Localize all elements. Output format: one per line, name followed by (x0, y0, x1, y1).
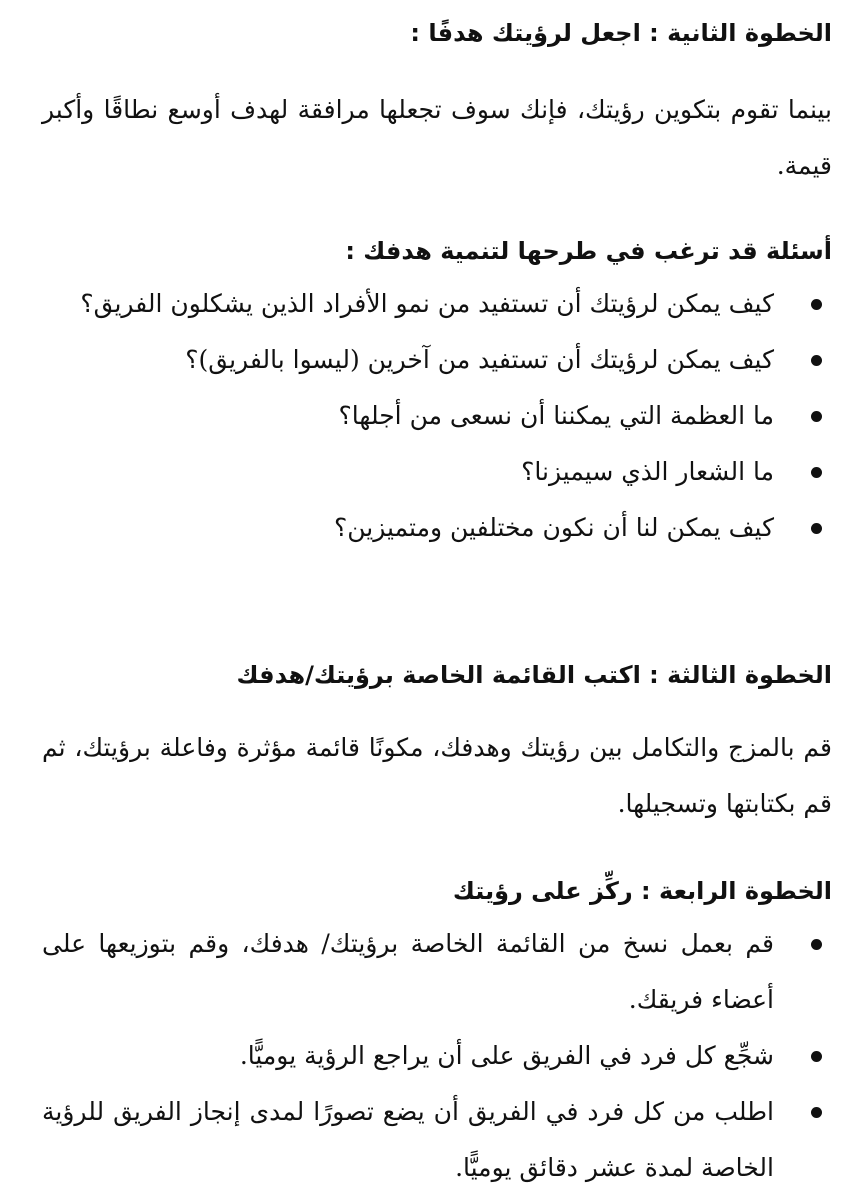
step4-list (42, 916, 832, 1196)
questions-heading: أسئلة قد ترغب في طرحها لتنمية هدفك : (345, 237, 832, 265)
list-item (42, 500, 832, 556)
bullet-icon (811, 939, 822, 950)
list-item (42, 1084, 832, 1196)
step3-heading: الخطوة الثالثة : اكتب القائمة الخاصة برؤيتك/هدفك (236, 661, 832, 689)
list-item-text: كيف يمكن لنا أن نكون مختلفين ومتميزين؟ (333, 513, 774, 542)
list-item (42, 332, 832, 388)
list-item-text: كيف يمكن لرؤيتك أن تستفيد من نمو الأفراد الذين يشكلون الفريق؟ (80, 289, 774, 318)
list-item-text: قم بعمل نسخ من القائمة الخاصة برؤيتك/ هدفك، وقم بتوزيعها على أعضاء فريقك. (42, 929, 774, 1014)
bullet-icon (811, 411, 822, 422)
list-item (42, 444, 832, 500)
bullet-icon (811, 299, 822, 310)
bullet-icon (811, 355, 822, 366)
step2-heading: الخطوة الثانية : اجعل لرؤيتك هدفًا : (410, 19, 832, 47)
bullet-icon (811, 1051, 822, 1062)
list-item-text: اطلب من كل فرد في الفريق أن يضع تصورًا لمدى إنجاز الفريق للرؤية الخاصة لمدة عشر دقائق يوميًّا. (42, 1097, 774, 1182)
bullet-icon (811, 1107, 822, 1118)
step3-paragraph: قم بالمزج والتكامل بين رؤيتك وهدفك، مكونًا قائمة مؤثرة وفاعلة برؤيتك، ثم قم بكتابتها وتسجيلها. (42, 733, 832, 818)
list-item-text: ما الشعار الذي سيميزنا؟ (521, 457, 774, 486)
list-item-text: ما العظمة التي يمكننا أن نسعى من أجلها؟ (338, 401, 774, 430)
step4-heading: الخطوة الرابعة : ركِّز على رؤيتك (452, 877, 832, 905)
list-item-text: شجِّع كل فرد في الفريق على أن يراجع الرؤية يوميًّا. (239, 1041, 774, 1070)
questions-list (42, 276, 832, 556)
bullet-icon (811, 523, 822, 534)
list-item (42, 388, 832, 444)
list-item (42, 916, 832, 1028)
list-item (42, 276, 832, 332)
step2-paragraph: بينما تقوم بتكوين رؤيتك، فإنك سوف تجعلها مرافقة لهدف أوسع نطاقًا وأكبر قيمة. (42, 95, 832, 180)
bullet-icon (811, 467, 822, 478)
list-item-text: كيف يمكن لرؤيتك أن تستفيد من آخرين (ليسوا بالفريق)؟ (185, 345, 774, 374)
list-item (42, 1028, 832, 1084)
